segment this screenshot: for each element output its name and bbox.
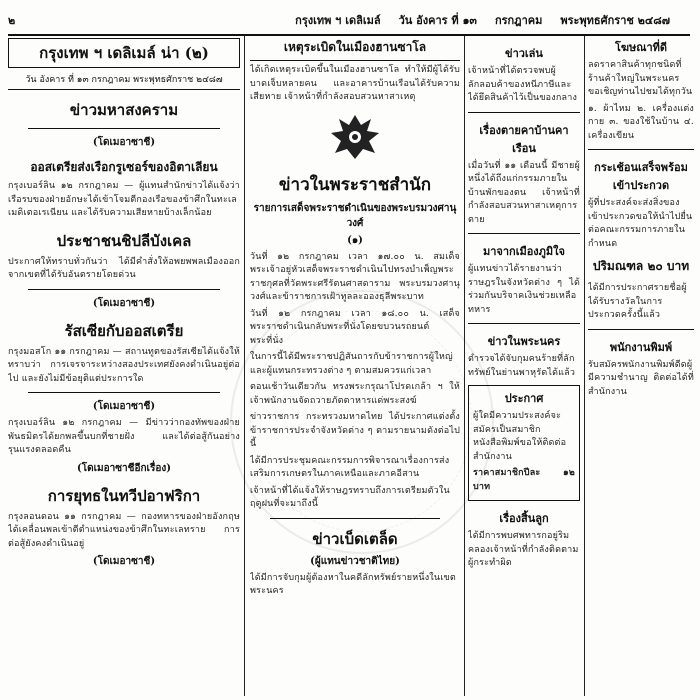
misc-news-heading: ข่าวเบ็ดเตล็ด — [312, 529, 398, 548]
notice-text: ผู้ใดมีความประสงค์จะสมัครเป็นสมาชิกหนังสือพิมพ์ขอให้ติดต่อสำนักงาน — [473, 411, 567, 462]
royal-emblem-icon — [325, 111, 385, 163]
headline: เรื่องสิ้นลูก — [499, 512, 549, 525]
page-number: ๒ — [8, 14, 16, 27]
source-tag: (โดเมอาซาชี) — [92, 137, 156, 148]
article-text: ประกาศให้ทราบทั่วกันว่า ได้มีคำสั่งให้อพยพพลเมืองออกจากเขตที่ได้รับอันตรายโดยด่วน — [8, 256, 240, 280]
headline: พนักงานพิมพ์ — [609, 340, 673, 354]
royal-subheading: รายการเสด็จพระราชดำเนินของพระบรมวงศานุวงศ์ — [253, 202, 457, 229]
article-text: ผู้ที่ประสงค์จะส่งสิ่งของเข้าประกวดขอให้นำไปยื่นต่อคณะกรรมการภายในกำหนด — [588, 198, 693, 249]
article-text: ได้มีการประชุมคณะกรรมการพิจารณาเรื่องการส่งเสริมการเกษตรในภาคเหนือและภาคอีสาน — [250, 455, 450, 479]
paper-box-title: กรุงเทพ ฯ เดลิเมล์ น่า (๒) — [8, 38, 240, 68]
article-text: ได้มีการพบศพทารกอยู่ริมคลองเจ้าหน้าที่กำลังติดตามผู้กระทำผิด — [468, 531, 579, 568]
paper-name: กรุงเทพ ฯ เดลิเมล์ — [295, 14, 381, 27]
war-news-heading: ข่าวมหาสงคราม — [69, 101, 179, 119]
royal-date: (๑) — [347, 234, 363, 246]
article-text: กรุงมอสโก ๑๑ กรกฎาคม — สถานทูตของรัสเซียได้แจ้งให้ทราบว่า การเจรจาระหว่างสองประเทศยังคงดำเนินอยู่ต่อไป และยังไม่มีข้อยุติแต่ประการใด — [8, 346, 240, 384]
headline: กระเช้อนเสร็จพร้อมเข้าประกวด — [594, 161, 688, 192]
headline: เรื่องตายคาบ้านคาเรือน — [479, 123, 569, 155]
article-text: วันที่ ๑๒ กรกฎาคม เวลา ๑๗.๐๐ น. สมเด็จพระเจ้าอยู่หัวเสด็จพระราชดำเนินไปทรงบำเพ็ญพระราชกุศลที่วัดพระศรีรัตนศาสดาราม พระบรมวงศานุวงศ์และข้าราชการเฝ้าทูลละอองธุลีพระบาท — [250, 251, 460, 302]
article-text: ข่าวราชการ กระทรวงมหาดไทย ได้ประกาศแต่งตั้งข้าราชการประจำจังหวัดต่าง ๆ ตามรายนามดังต่อไปนี้ — [250, 412, 460, 449]
source-tag: (โดเมอาซาชี) — [92, 401, 156, 412]
article-text: วันที่ ๑๒ กรกฎาคม เวลา ๑๘.๐๐ น. เสด็จพระราชดำเนินกลับพระที่นั่งโดยขบวนรถยนต์พระที่นั่ง — [250, 308, 460, 346]
column-rule — [464, 36, 465, 696]
article-text: ได้มีการจับกุมผู้ต้องหาในคดีลักทรัพย์รายหนึ่งในเขตพระนคร — [250, 572, 456, 596]
advert-list: ๑. ผ้าไหม ๒. เครื่องแต่งกาย ๓. ของใช้ในบ้าน ๔. เครื่องเขียน — [588, 103, 694, 141]
source-tag: (โดเมอาซาชี) — [92, 297, 156, 309]
dateline: วัน อังคาร ที่ ๑๓ กรกฎาคม พระพุทธศักราช ๒๔๘๗ — [8, 70, 240, 90]
notice-heading: ประกาศ — [504, 392, 544, 405]
article-text: ตำรวจได้จับกุมคนร้ายที่ลักทรัพย์ในย่านพาหุรัดได้แล้ว — [468, 354, 576, 378]
royal-news-heading: ข่าวในพระราชสำนัก — [278, 174, 432, 195]
article-text: กรุงเบอร์ลิน ๑๒ กรกฎาคม — มีข่าวว่ากองทัพของฝ่ายพันธมิตรได้ยกพลขึ้นบกที่ชายฝั่ง และได้ต่อสู้กันอย่างรุนแรงตลอดคืน — [8, 418, 240, 455]
headline: รัสเซียกับออสเตรีย — [64, 321, 184, 340]
source-tag: (โดเมอาซาชีอีกเรื่อง) — [77, 462, 171, 474]
article-text: กรุงเบอร์ลิน ๑๒ กรกฎาคม — ผู้แทนสำนักข่าวได้แจ้งว่า เรือรบของฝ่ายอักษะได้เข้าโจมตีกองเรือของข้าศึกในทะเลเมดิเตอเรเนียน และได้รับความเสียหายบ้างเล็กน้อย — [8, 181, 240, 218]
year: พระพุทธศักราช ๒๔๘๗ — [560, 14, 670, 27]
source-tag: (ผู้แทนข่าวชาติไทย) — [310, 555, 400, 567]
article-text: ผู้แทนข่าวได้รายงานว่าราษฎรในจังหวัดต่าง ๆ ได้ร่วมกันบริจาคเงินช่วยเหลือทหาร — [468, 264, 580, 315]
masthead — [8, 6, 690, 36]
notice-text: ราคาสมาชิกปีละ ๑๒ บาท — [473, 468, 575, 492]
headline: ข่าวเล่น — [505, 47, 543, 60]
article-text: ได้เกิดเหตุระเบิดขึ้นในเมืองฮานซาโล ทำให้มีผู้ได้รับบาดเจ็บหลายคน และอาคารบ้านเรือนได้รับความเสียหาย เจ้าหน้าที่กำลังสอบสวนหาสาเหตุ — [250, 65, 460, 102]
headline: การยุทธในทวีปอาฟริกา — [47, 486, 201, 505]
column-3 — [468, 36, 580, 696]
headline: ประชาชนชิปลีบังเคล — [56, 231, 192, 250]
advert-text: ลดราคาสินค้าทุกชนิดที่ร้านค้าใหญ่ในพระนคร ขอเชิญท่านไปชมได้ทุกวัน — [588, 60, 693, 97]
headline: มาจากเมืองภูมิใจ — [482, 245, 566, 258]
date-line: วัน อังคาร ที่ ๑๓ — [398, 14, 477, 27]
article-text: ในการนี้ได้มีพระราชปฏิสันถารกับข้าราชการผู้ใหญ่และผู้แทนกระทรวงต่าง ๆ ตามสมควรแก่เวลา — [250, 352, 453, 376]
headline: ข่าวในพระนคร — [487, 335, 561, 348]
article-text: เจ้าหน้าที่ได้ตรวจพบผู้ลักลอบค้าของหนีภาษีและได้ยึดสินค้าไว้เป็นของกลาง — [468, 66, 578, 103]
article-text: เจ้าหน้าที่ได้แจ้งให้ราษฎรทราบถึงการเตรียมตัวในฤดูฝนที่จะมาถึงนี้ — [250, 485, 450, 509]
source-tag: (โดเมอาซาชี) — [92, 556, 156, 567]
column-rule — [244, 36, 245, 696]
column-rule — [584, 36, 585, 696]
column-4 — [588, 36, 694, 696]
article-text: กรุงลอนดอน ๑๑ กรกฎาคม — กองทหารของฝ่ายอังกฤษได้เคลื่อนพลเข้าตีตำแหน่งของข้าศึกในทะเลทราย การต่อสู้ยังคงดำเนินอยู่ — [8, 511, 240, 549]
article-text: ได้มีการประกาศรายชื่อผู้ได้รับรางวัลในการประกวดครั้งนี้แล้ว — [588, 283, 687, 320]
price-label: ปริมณฑล — [592, 259, 644, 273]
article-text: ตอนเช้าวันเดียวกัน ทรงพระกรุณาโปรดเกล้า ฯ ให้เจ้าพนักงานจัดถวายภัตตาหารแด่พระสงฆ์ — [250, 382, 460, 406]
headline: โฆษณาที่ดี — [614, 41, 668, 54]
column-1 — [8, 36, 240, 696]
headline: ออสเตรียส่งเรือกรูเซอร์ของอิตาเลียน — [30, 160, 218, 174]
price-value: ๒๐ บาท — [647, 259, 690, 273]
article-text: เมื่อวันที่ ๑๑ เดือนนี้ มีชายผู้หนึ่งได้ถึงแก่กรรมภายในบ้านพักของตน เจ้าหน้าที่กำลังสอบสวนหาสาเหตุการตาย — [468, 160, 580, 225]
headline: เหตุระเบิดในเมืองฮานซาโล — [250, 38, 460, 61]
month: กรกฎาคม — [494, 14, 543, 27]
column-2 — [250, 36, 460, 696]
article-text: รับสมัครพนักงานพิมพ์ดีดผู้มีความชำนาญ ติดต่อได้ที่สำนักงาน — [588, 359, 694, 397]
